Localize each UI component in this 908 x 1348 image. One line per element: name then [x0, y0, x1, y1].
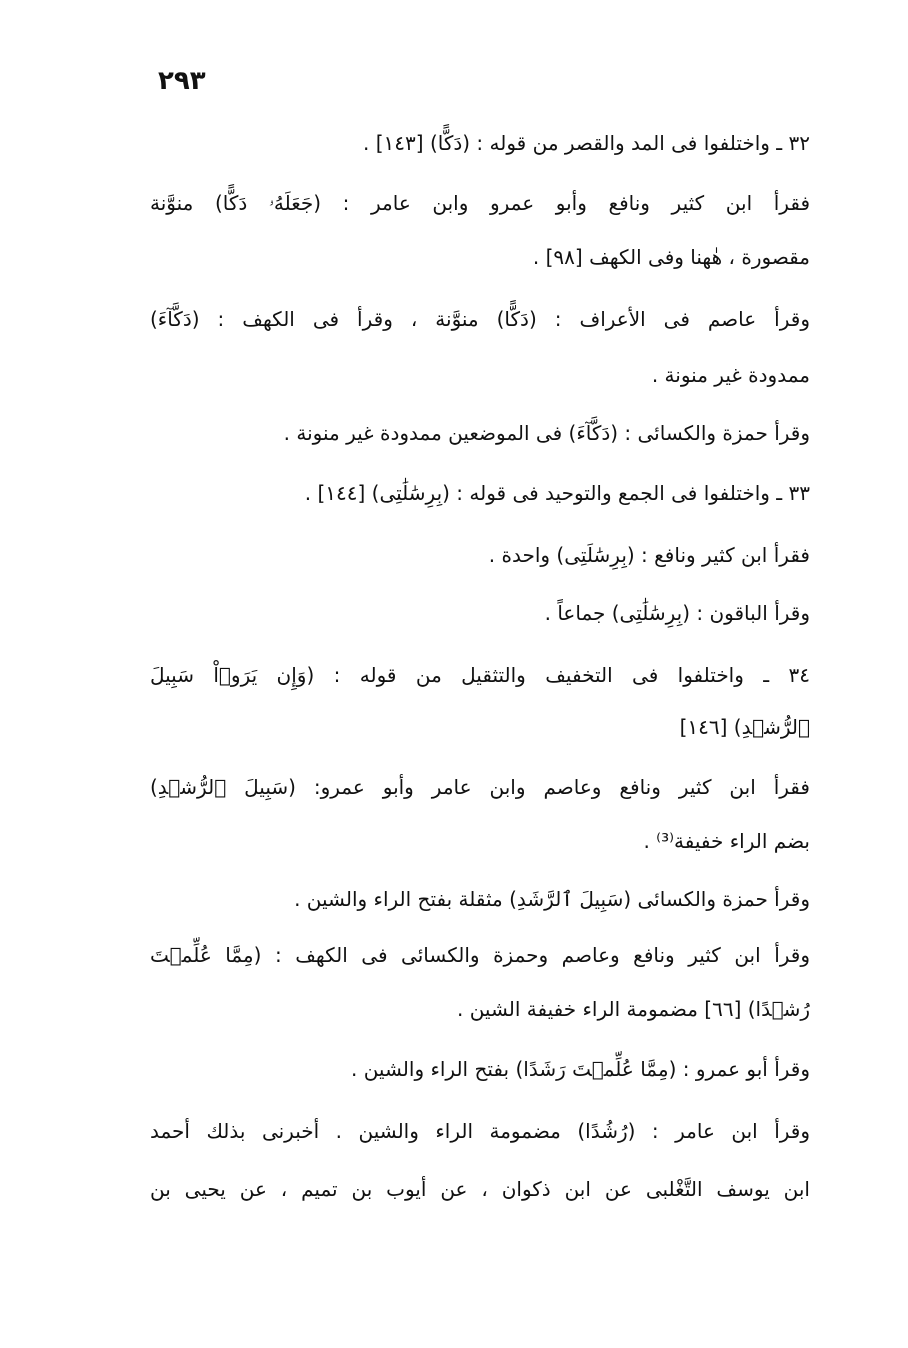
text-line: وقرأ عاصم فى الأعراف : (دَكًّا) منوَّنة ، وقرأ فى الكهف : (دَكَّآءَ)	[150, 307, 810, 331]
text-line: ٣٢ ـ واختلفوا فى المد والقصر من قوله : (دَكًّا) [١٤٣] .	[363, 131, 810, 155]
text-line: وقرأ ابن عامر : (رُشُدًا) مضمومة الراء والشين . أخبرنى بذلك أحمد	[150, 1119, 810, 1143]
page-number: ٢٩٣	[158, 66, 206, 96]
text-line: وقرأ ابن كثير ونافع وعاصم وحمزة والكسائى فى الكهف : (مِمَّا عُلِّمۡتَ	[150, 943, 810, 967]
text-line: وقرأ حمزة والكسائى (سَبِيلَ ٱلرَّشَدِ) مثقلة بفتح الراء والشين .	[294, 887, 810, 911]
text-line: فقرأ ابن كثير ونافع : (بِرِسَٰلَتِى) واحدة .	[488, 543, 810, 567]
text-line: فقرأ ابن كثير ونافع وعاصم وابن عامر وأبو عمرو: (سَبِيلَ ٱلرُّشۡدِ)	[150, 775, 810, 799]
text-line: ٱلرُّشۡدِ) [١٤٦]	[679, 715, 810, 739]
text-line: بضم الراء خفيفة⁽³⁾ .	[643, 829, 810, 853]
text-line: فقرأ ابن كثير ونافع وأبو عمرو وابن عامر : (جَعَلَهُۥ دَكًّا) منوَّنة	[150, 191, 810, 215]
text-line: رُشۡدًا) [٦٦] مضمومة الراء خفيفة الشين .	[456, 997, 810, 1021]
text-line: ابن يوسف التَّغْلبى عن ابن ذكوان ، عن أيوب بن تميم ، عن يحيى بن	[150, 1177, 810, 1201]
text-line: وقرأ الباقون : (بِرِسَٰلَٰتِى) جماعاً .	[544, 601, 810, 625]
text-line: ٣٤ ـ واختلفوا فى التخفيف والتثقيل من قوله : (وَإِن يَرَوۡاْ سَبِيلَ	[150, 663, 810, 687]
text-line: وقرأ حمزة والكسائى : (دَكَّآءَ) فى الموضعين ممدودة غير منونة .	[283, 421, 810, 445]
text-line: مقصورة ، هٰهنا وفى الكهف [٩٨] .	[532, 245, 810, 269]
text-line: وقرأ أبو عمرو : (مِمَّا عُلِّمۡتَ رَشَدًا) بفتح الراء والشين .	[350, 1057, 810, 1081]
text-line: ممدودة غير منونة .	[651, 363, 810, 387]
text-line: ٣٣ ـ واختلفوا فى الجمع والتوحيد فى قوله : (بِرِسَٰلَٰتِى) [١٤٤] .	[304, 481, 810, 505]
